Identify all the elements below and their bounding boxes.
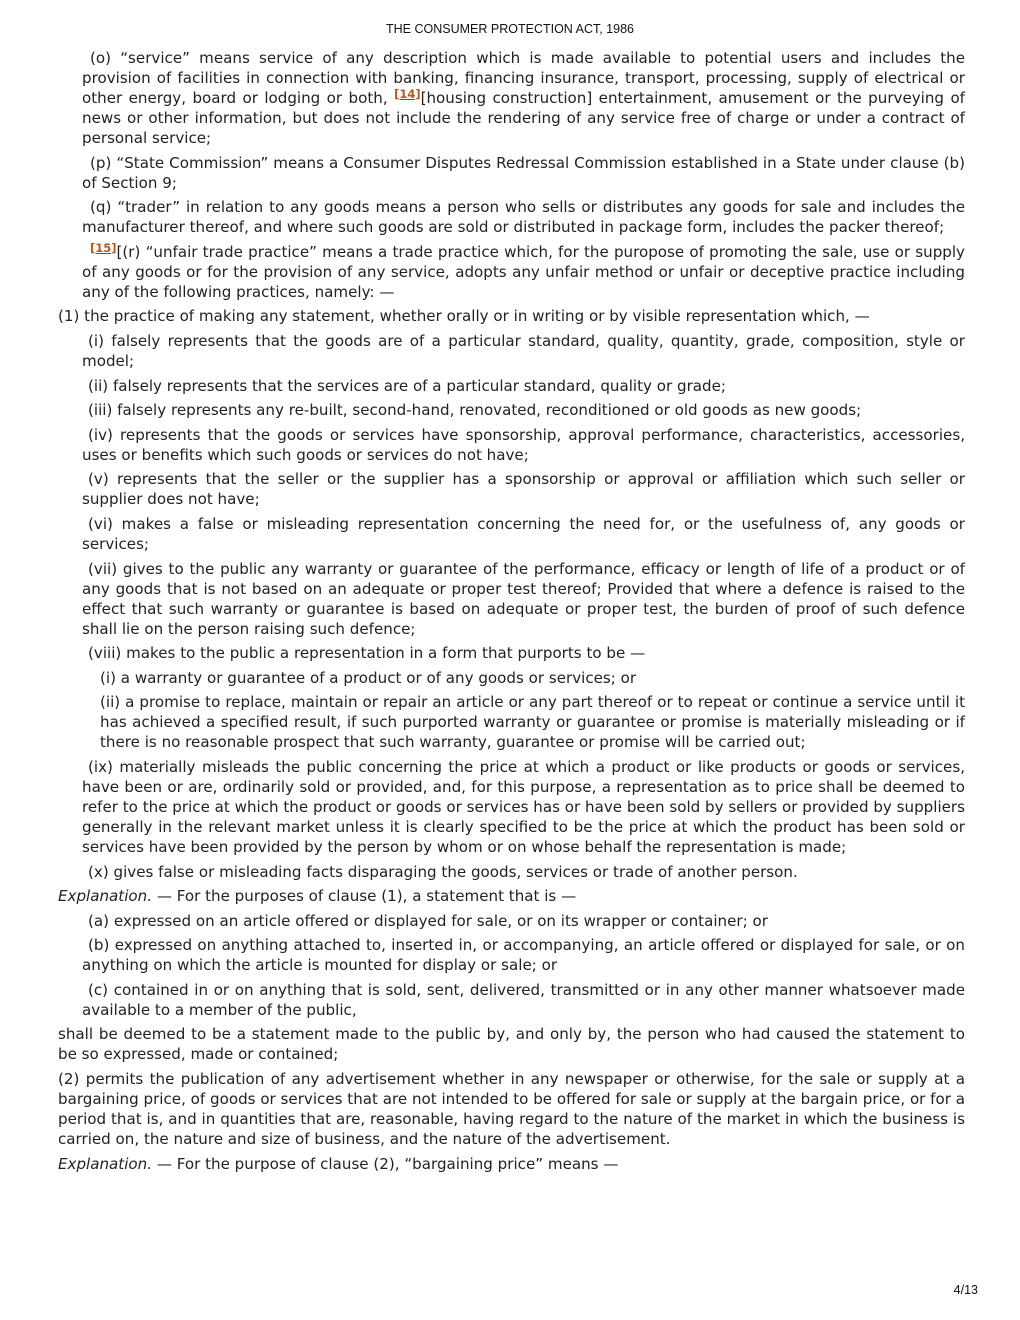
subclause-x: (x) gives false or misleading facts disparaging the goods, services or trade of another person. [88,862,798,881]
deemed-statement: shall be deemed to be a statement made to the public by, and only by, the person who had caused the statement to be so expressed, made or contained; [58,1025,965,1064]
subclause-vi: (vi) makes a false or misleading representation concerning the need for, or the usefulness of, any goods or services; [82,514,965,553]
subclause-ii: (ii) falsely represents that the services are of a particular standard, quality or grade; [88,376,726,395]
explanation-label: Explanation. [58,1154,153,1173]
subclause-viii: (viii) makes to the public a representation in a form that purports to be — [88,644,646,663]
explanation-item-a: (a) expressed on an article offered or displayed for sale, or on its wrapper or container; or [88,911,768,930]
explanation-item-c: (c) contained in or on anything that is sold, sent, delivered, transmitted or in any other manner whatsoever made available to a member of the public, [82,980,965,1019]
subclause-vii: (vii) gives to the public any warranty or guarantee of the performance, efficacy or length of life of a product or of any goods that is not based on an adequate or proper test thereof; Provided that where a defence is raised to the effect that such warranty or guarantee is based on adequate or proper test, the burden of proof of such defence shall lie on the person raising such defence; [82,559,965,638]
subclause-iv: (iv) represents that the goods or services have sponsorship, approval performance, characteristics, accessories, uses or benefits which such goods or services do not have; [82,425,965,464]
definition-p: (p) “State Commission” means a Consumer Disputes Redressal Commission established in a State under clause (b) of Section 9; [82,153,965,192]
explanation-item-b: (b) expressed on anything attached to, inserted in, or accompanying, an article offered or displayed for sale, or on anything on which the article is mounted for display or sale; or [82,936,965,975]
definition-o-text-cont: [housing construction] entertainment, amusement or the purveying of news or other information, but does not include the rendering of any service free of charge or under a contract of personal service; [82,89,965,147]
subclause-v: (v) represents that the seller or the supplier has a sponsorship or approval or affiliation which such seller or supplier does not have; [82,470,965,509]
explanation-label: Explanation. [58,887,153,906]
clause-1: (1) the practice of making any statement, whether orally or in writing or by visible representation which, — [58,307,870,326]
subclause-i: (i) falsely represents that the goods are of a particular standard, quality, quantity, grade, composition, style or model; [82,331,965,370]
definition-o [58,48,965,148]
footnote-link-14[interactable]: [14] [394,87,421,101]
clause-2: (2) permits the publication of any advertisement whether in any newspaper or otherwise, for the sale or supply at a bargaining price, of goods or services that are not intended to be offered for sale or supply at the bargain price, or for a period that is, and in quantities that are, reasonable, having regard to the nature of the market in which the business is carried on, the nature and size of business, and the nature of the advertisement. [58,1070,965,1149]
explanation-2 [58,1154,965,1174]
subclause-ix: (ix) materially misleads the public concerning the price at which a product or like products or goods or services, have been or are, ordinarily sold or provided, and, for this purpose, a representation as to price shall be deemed to refer to the price at which the product or goods or services has or have been sold by sellers or provided by suppliers generally in the relevant market unless it is clearly specified to be the price at which the product has been sold or services have been provided by the person by whom or on whose behalf the representation is made; [82,757,965,856]
definition-r [58,242,965,302]
explanation-text: — For the purpose of clause (2), “bargaining price” means — [152,1154,619,1173]
definition-o-text: (o) “service” means service of any description which is made available to potential users and includes the provision of facilities in connection with banking, financing insurance, transport, processing, supply of electrical or other energy, board or lodging or both, [82,49,965,107]
document-body [58,48,965,1178]
footnote-link-15[interactable]: [15] [90,240,117,255]
page-number: 4/13 [953,1283,978,1297]
subclause-viii-ii: (ii) a promise to replace, maintain or repair an article or any part thereof or to repeat or continue a service until it has achieved a specified result, if such purported warranty or guarantee or promise is materially misleading or if there is no reasonable prospect that such warranty, guarantee or promise will be carried out; [100,693,965,752]
definition-r-text: [(r) “unfair trade practice” means a trade practice which, for the puropose of promoting the sale, use or supply of any goods or for the provision of any service, adopts any unfair method or unfair or deceptive practice including any of the following practices, namely: — [82,242,965,301]
subclause-iii: (iii) falsely represents any re-built, second-hand, renovated, reconditioned or old goods as new goods; [88,401,862,420]
explanation-text: — For the purposes of clause (1), a statement that is — [152,887,577,906]
explanation-1 [58,886,965,906]
page-header: THE CONSUMER PROTECTION ACT, 1986 [386,22,634,36]
definition-q: (q) “trader” in relation to any goods means a person who sells or distributes any goods for sale and includes the manufacturer thereof, and where such goods are sold or distributed in package form, includes the packer thereof; [82,198,965,237]
subclause-viii-i: (i) a warranty or guarantee of a product or of any goods or services; or [100,668,637,687]
